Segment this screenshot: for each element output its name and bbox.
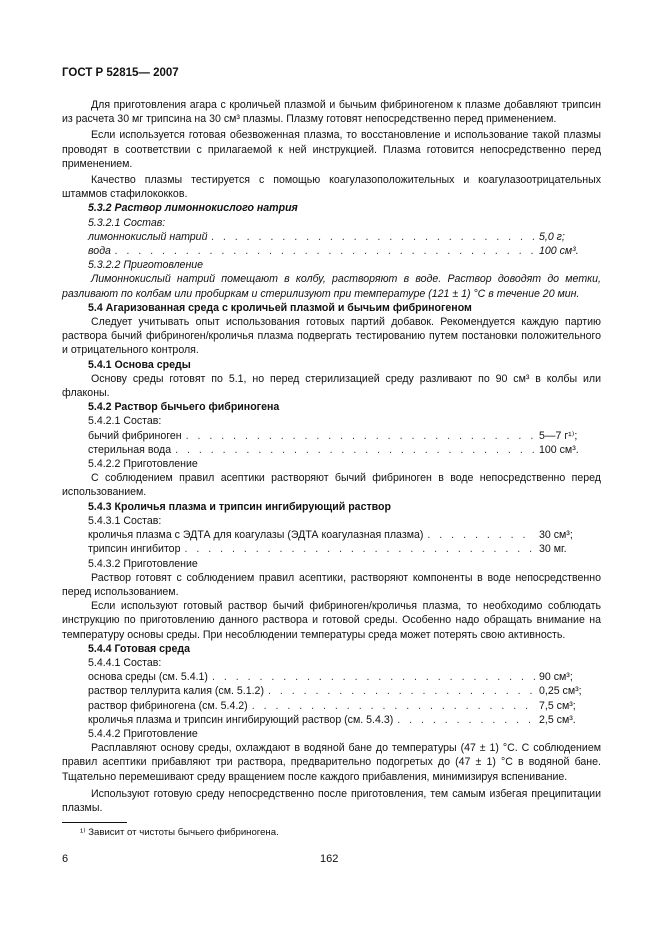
section-heading: 5.4 Агаризованная среда с кроличьей плазмой и бычьим фибриногеном — [88, 301, 472, 314]
section-heading: 5.3.2 Раствор лимоннокислого натрия — [88, 202, 298, 215]
paragraph: Используют готовую среду непосредственно после приготовления, тем самым избегая преципитации плазмы. — [62, 787, 601, 814]
document-header: ГОСТ Р 52815— 2007 — [62, 67, 179, 79]
composition-row: раствор фибриногена (см. 5.4.2) . . . 7,5 см³; — [88, 699, 601, 713]
paragraph: Раствор готовят с соблюдением правил асептики, растворяют компоненты в воде непосредственно перед использованием. — [62, 571, 601, 598]
subsection-label: 5.4.3.1 Состав: — [88, 514, 162, 527]
subsection-label: 5.4.4.1 Состав: — [88, 656, 162, 669]
paragraph: С соблюдением правил асептики растворяют бычий фибриноген в воде непосредственно перед использованием. — [62, 472, 601, 499]
composition-row: кроличья плазма с ЭДТА для коагулазы (ЭДТА коагулазная плазма) . . . 30 см³; — [88, 528, 601, 542]
composition-row: стерильная вода . . . 100 см³. — [88, 443, 601, 457]
subsection-label: 5.4.2.2 Приготовление — [88, 458, 198, 471]
footnote-divider — [62, 822, 127, 823]
subsection-label: 5.3.2.1 Состав: — [88, 216, 166, 229]
subsection-label: 5.4.4.2 Приготовление — [88, 727, 198, 740]
paragraph: Расплавляют основу среды, охлаждают в водяной бане до температуры (47 ± 1) °С. С соблюдением правил асептики прибавляют три раствора, предварительно подогретых до (47 ± 1) °С в водяной бане. Тщательно перемешивают среду вращением после каждого прибавления, минимизируя вспенивание. — [62, 742, 601, 783]
paragraph: Следует учитывать опыт использования готовых партий добавок. Рекомендуется каждую партию раствора бычий фибриноген/кроличья плазма подвергать тестированию путем постановки положительного и отрицательного контроля. — [62, 316, 601, 357]
composition-row: вода . . . 100 см³. — [88, 244, 601, 258]
composition-row: лимоннокислый натрий . . . 5,0 г; — [88, 230, 601, 244]
composition-row: бычий фибриноген . . . 5—7 г¹⁾; — [88, 429, 601, 443]
paragraph: Если используют готовый раствор бычий фибриноген/кроличья плазма, то необходимо соблюдать инструкцию по приготовлению данного раствора и готовой среды. Особенно надо обращать внимание на температуру основы среды. При несоблюдении температуры среда может потерять свою активность. — [62, 600, 601, 641]
document-body — [62, 97, 601, 815]
section-heading: 5.4.2 Раствор бычьего фибриногена — [88, 401, 280, 414]
page-number-left: 6 — [62, 853, 69, 865]
composition-row: трипсин ингибитор . . . 30 мг. — [88, 542, 601, 556]
composition-row: кроличья плазма и трипсин ингибирующий раствор (см. 5.4.3) . . . 2,5 см³. — [88, 713, 601, 727]
section-heading: 5.4.1 Основа среды — [88, 358, 191, 371]
composition-row: раствор теллурита калия (см. 5.1.2) . . . 0,25 см³; — [88, 684, 601, 698]
composition-row: основа среды (см. 5.4.1) . . . 90 см³; — [88, 670, 601, 684]
subsection-label: 5.4.3.2 Приготовление — [88, 557, 198, 570]
page-number-center: 162 — [320, 853, 339, 865]
section-heading: 5.4.3 Кроличья плазма и трипсин ингибирующий раствор — [88, 500, 391, 513]
paragraph: Для приготовления агара с кроличьей плазмой и бычьим фибриногеном к плазме добавляют трипсин из расчета 30 мг трипсина на 30 см³ плазмы. Плазму готовят непосредственно перед применением. — [62, 99, 601, 126]
section-heading: 5.4.4 Готовая среда — [88, 642, 190, 655]
paragraph: Если используется готовая обезвоженная плазма, то восстановление и использование такой плазмы проводят в соответствии с прилагаемой к ней инструкцией. Плазма готовится непосредственно перед применением. — [62, 129, 601, 170]
paragraph: Основу среды готовят по 5.1, но перед стерилизацией среду разливают по 90 см³ в колбы или флаконы. — [62, 372, 601, 400]
subsection-label: 5.4.2.1 Состав: — [88, 415, 162, 428]
subsection-label: 5.3.2.2 Приготовление — [88, 259, 204, 272]
paragraph: Лимоннокислый натрий помещают в колбу, растворяют в воде. Раствор доводят до метки, разливают по колбам или пробиркам и стерилизуют при температуре (121 ± 1) °С в течение 20 мин. — [62, 273, 601, 300]
footnote: ¹⁾ Зависит от чистоты бычьего фибриногена. — [80, 827, 279, 838]
paragraph: Качество плазмы тестируется с помощью коагулазоположительных и коагулазоотрицательных штаммов стафилококков. — [62, 174, 601, 201]
